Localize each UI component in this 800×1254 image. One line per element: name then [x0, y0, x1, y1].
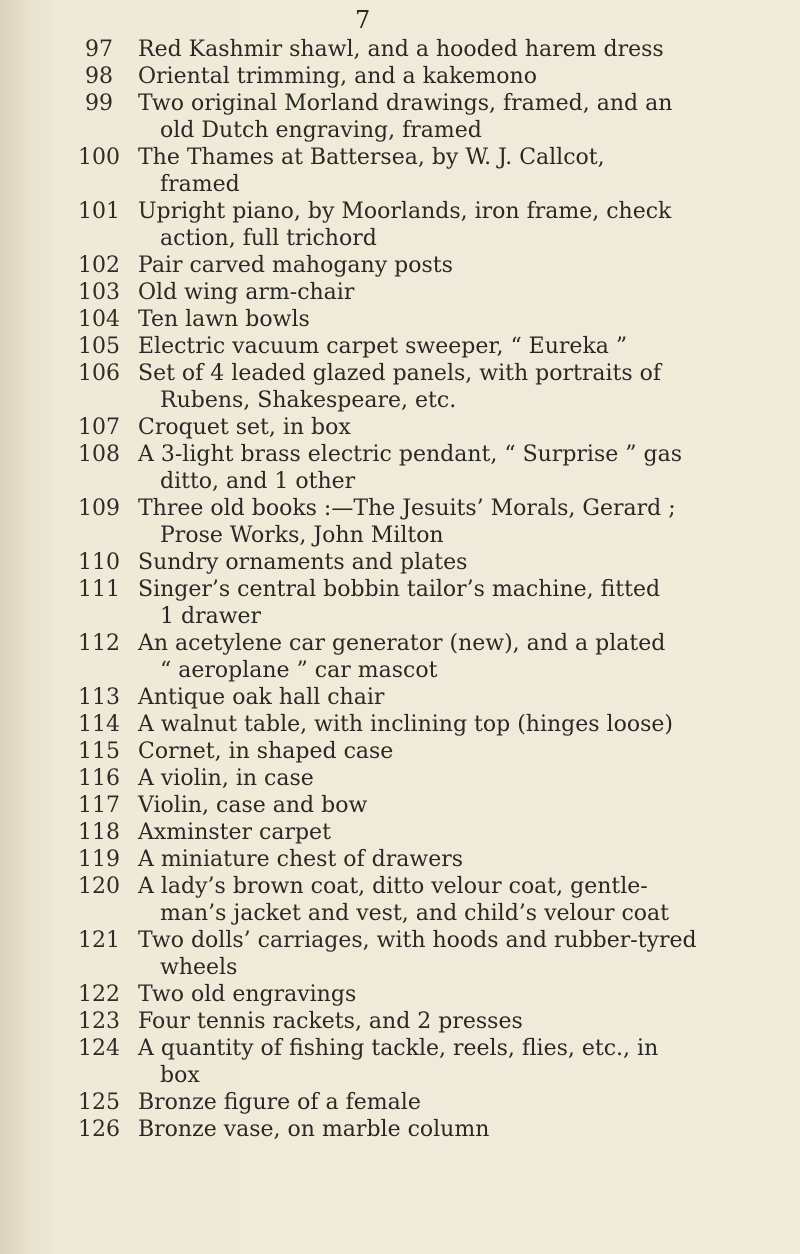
lot-entry — [60, 873, 790, 927]
lot-list — [60, 36, 790, 1143]
lot-description — [138, 846, 790, 873]
lot-entry — [60, 927, 790, 981]
lot-description — [138, 495, 790, 549]
lot-entry — [60, 198, 790, 252]
lot-description — [138, 819, 790, 846]
lot-description — [138, 576, 790, 630]
lot-number: 102 — [78, 253, 120, 278]
lot-description-line: old Dutch engraving, framed — [160, 118, 482, 143]
lot-number: 104 — [78, 307, 120, 332]
lot-number: 112 — [78, 631, 120, 656]
lot-description-line: ditto, and 1 other — [160, 469, 356, 494]
lot-description — [138, 738, 790, 765]
lot-number: 101 — [78, 199, 120, 224]
lot-entry — [60, 306, 790, 333]
lot-number: 113 — [78, 685, 120, 710]
lot-entry — [60, 333, 790, 360]
lot-number: 97 — [85, 37, 113, 62]
lot-entry — [60, 576, 790, 630]
lot-description-line: Two dolls’ carriages, with hoods and rubber-tyred — [138, 928, 697, 953]
lot-description-line: framed — [160, 172, 240, 197]
lot-number: 120 — [78, 874, 120, 899]
lot-number: 115 — [78, 739, 120, 764]
lot-number: 110 — [78, 550, 120, 575]
page-number: 7 — [355, 6, 371, 34]
lot-description-line: Two old engravings — [138, 982, 357, 1007]
lot-entry — [60, 1035, 790, 1089]
lot-description — [138, 630, 790, 684]
lot-description — [138, 765, 790, 792]
lot-number: 100 — [78, 145, 120, 170]
lot-description — [138, 927, 790, 981]
lot-entry — [60, 36, 790, 63]
lot-number: 109 — [78, 496, 120, 521]
lot-description — [138, 252, 790, 279]
lot-description-line: Red Kashmir shawl, and a hooded harem dress — [138, 37, 664, 62]
lot-entry — [60, 63, 790, 90]
lot-number: 105 — [78, 334, 120, 359]
lot-entry — [60, 1008, 790, 1035]
lot-entry — [60, 765, 790, 792]
lot-description-line: Ten lawn bowls — [138, 307, 310, 332]
lot-number: 108 — [78, 442, 120, 467]
lot-description-line: Axminster carpet — [138, 820, 331, 845]
lot-description — [138, 684, 790, 711]
lot-description — [138, 792, 790, 819]
lot-entry — [60, 279, 790, 306]
lot-description-line: An acetylene car generator (new), and a plated — [138, 631, 666, 656]
lot-number: 126 — [78, 1117, 120, 1142]
lot-description — [138, 360, 790, 414]
lot-entry — [60, 441, 790, 495]
lot-description-line: A violin, in case — [138, 766, 314, 791]
lot-description-line: Rubens, Shakespeare, etc. — [160, 388, 457, 413]
lot-description — [138, 981, 790, 1008]
lot-entry — [60, 846, 790, 873]
lot-number: 98 — [85, 64, 113, 89]
lot-number: 117 — [78, 793, 120, 818]
lot-description — [138, 1008, 790, 1035]
lot-description-line: Prose Works, John Milton — [160, 523, 444, 548]
lot-entry — [60, 630, 790, 684]
lot-number: 114 — [78, 712, 120, 737]
lot-description-line: Antique oak hall chair — [138, 685, 385, 710]
lot-description-line: A 3-light brass electric pendant, “ Surprise ” gas — [138, 442, 682, 467]
lot-number: 123 — [78, 1009, 120, 1034]
lot-number: 122 — [78, 982, 120, 1007]
lot-number: 124 — [78, 1036, 120, 1061]
lot-description-line: Cornet, in shaped case — [138, 739, 394, 764]
lot-entry — [60, 90, 790, 144]
lot-description — [138, 441, 790, 495]
lot-description-line: Set of 4 leaded glazed panels, with portraits of — [138, 361, 662, 386]
lot-description — [138, 1035, 790, 1089]
lot-entry — [60, 1089, 790, 1116]
lot-description — [138, 414, 790, 441]
lot-description — [138, 279, 790, 306]
lot-description — [138, 198, 790, 252]
lot-description-line: Four tennis rackets, and 2 presses — [138, 1009, 523, 1034]
lot-entry — [60, 360, 790, 414]
lot-description-line: A miniature chest of drawers — [138, 847, 464, 872]
lot-description-line: A quantity of fishing tackle, reels, flies, etc., in — [138, 1036, 659, 1061]
lot-description-line: Bronze figure of a female — [138, 1090, 421, 1115]
lot-number: 99 — [85, 91, 113, 116]
lot-description-line: man’s jacket and vest, and child’s velour coat — [160, 901, 670, 926]
lot-number: 116 — [78, 766, 120, 791]
lot-entry — [60, 684, 790, 711]
lot-description-line: box — [160, 1063, 200, 1088]
lot-description — [138, 711, 790, 738]
lot-description-line: 1 drawer — [160, 604, 262, 629]
lot-entry — [60, 738, 790, 765]
lot-description-line: Oriental trimming, and a kakemono — [138, 64, 537, 89]
lot-description — [138, 873, 790, 927]
lot-entry — [60, 1116, 790, 1143]
lot-description-line: The Thames at Battersea, by W. J. Callcot, — [138, 145, 605, 170]
lot-description — [138, 144, 790, 198]
lot-description-line: Upright piano, by Moorlands, iron frame, check — [138, 199, 672, 224]
lot-number: 121 — [78, 928, 120, 953]
lot-description — [138, 63, 790, 90]
lot-entry — [60, 144, 790, 198]
lot-description-line: action, full trichord — [160, 226, 377, 251]
lot-entry — [60, 792, 790, 819]
lot-entry — [60, 981, 790, 1008]
lot-description — [138, 549, 790, 576]
lot-description — [138, 90, 790, 144]
lot-number: 125 — [78, 1090, 120, 1115]
lot-number: 107 — [78, 415, 120, 440]
lot-description-line: Two original Morland drawings, framed, and an — [138, 91, 673, 116]
lot-number: 111 — [78, 577, 120, 602]
lot-description — [138, 333, 790, 360]
lot-entry — [60, 414, 790, 441]
lot-description-line: Electric vacuum carpet sweeper, “ Eureka ” — [138, 334, 628, 359]
lot-description-line: Old wing arm-chair — [138, 280, 355, 305]
lot-description-line: wheels — [160, 955, 238, 980]
lot-description-line: Sundry ornaments and plates — [138, 550, 468, 575]
lot-description-line: “ aeroplane ” car mascot — [160, 658, 438, 683]
lot-description-line: Croquet set, in box — [138, 415, 351, 440]
lot-number: 106 — [78, 361, 120, 386]
lot-description-line: Three old books :—The Jesuits’ Morals, Gerard ; — [138, 496, 676, 521]
lot-description — [138, 36, 790, 63]
lot-number: 118 — [78, 820, 120, 845]
lot-description — [138, 1116, 790, 1143]
lot-description-line: Singer’s central bobbin tailor’s machine, fitted — [138, 577, 661, 602]
lot-description-line: A lady’s brown coat, ditto velour coat, gentle- — [138, 874, 648, 899]
lot-description — [138, 306, 790, 333]
lot-description-line: Pair carved mahogany posts — [138, 253, 453, 278]
lot-description — [138, 1089, 790, 1116]
lot-description-line: Violin, case and bow — [138, 793, 368, 818]
lot-entry — [60, 819, 790, 846]
lot-entry — [60, 711, 790, 738]
lot-description-line: Bronze vase, on marble column — [138, 1117, 490, 1142]
lot-entry — [60, 549, 790, 576]
lot-entry — [60, 495, 790, 549]
lot-number: 119 — [78, 847, 120, 872]
lot-number: 103 — [78, 280, 120, 305]
lot-description-line: A walnut table, with inclining top (hinges loose) — [138, 712, 673, 737]
lot-entry — [60, 252, 790, 279]
